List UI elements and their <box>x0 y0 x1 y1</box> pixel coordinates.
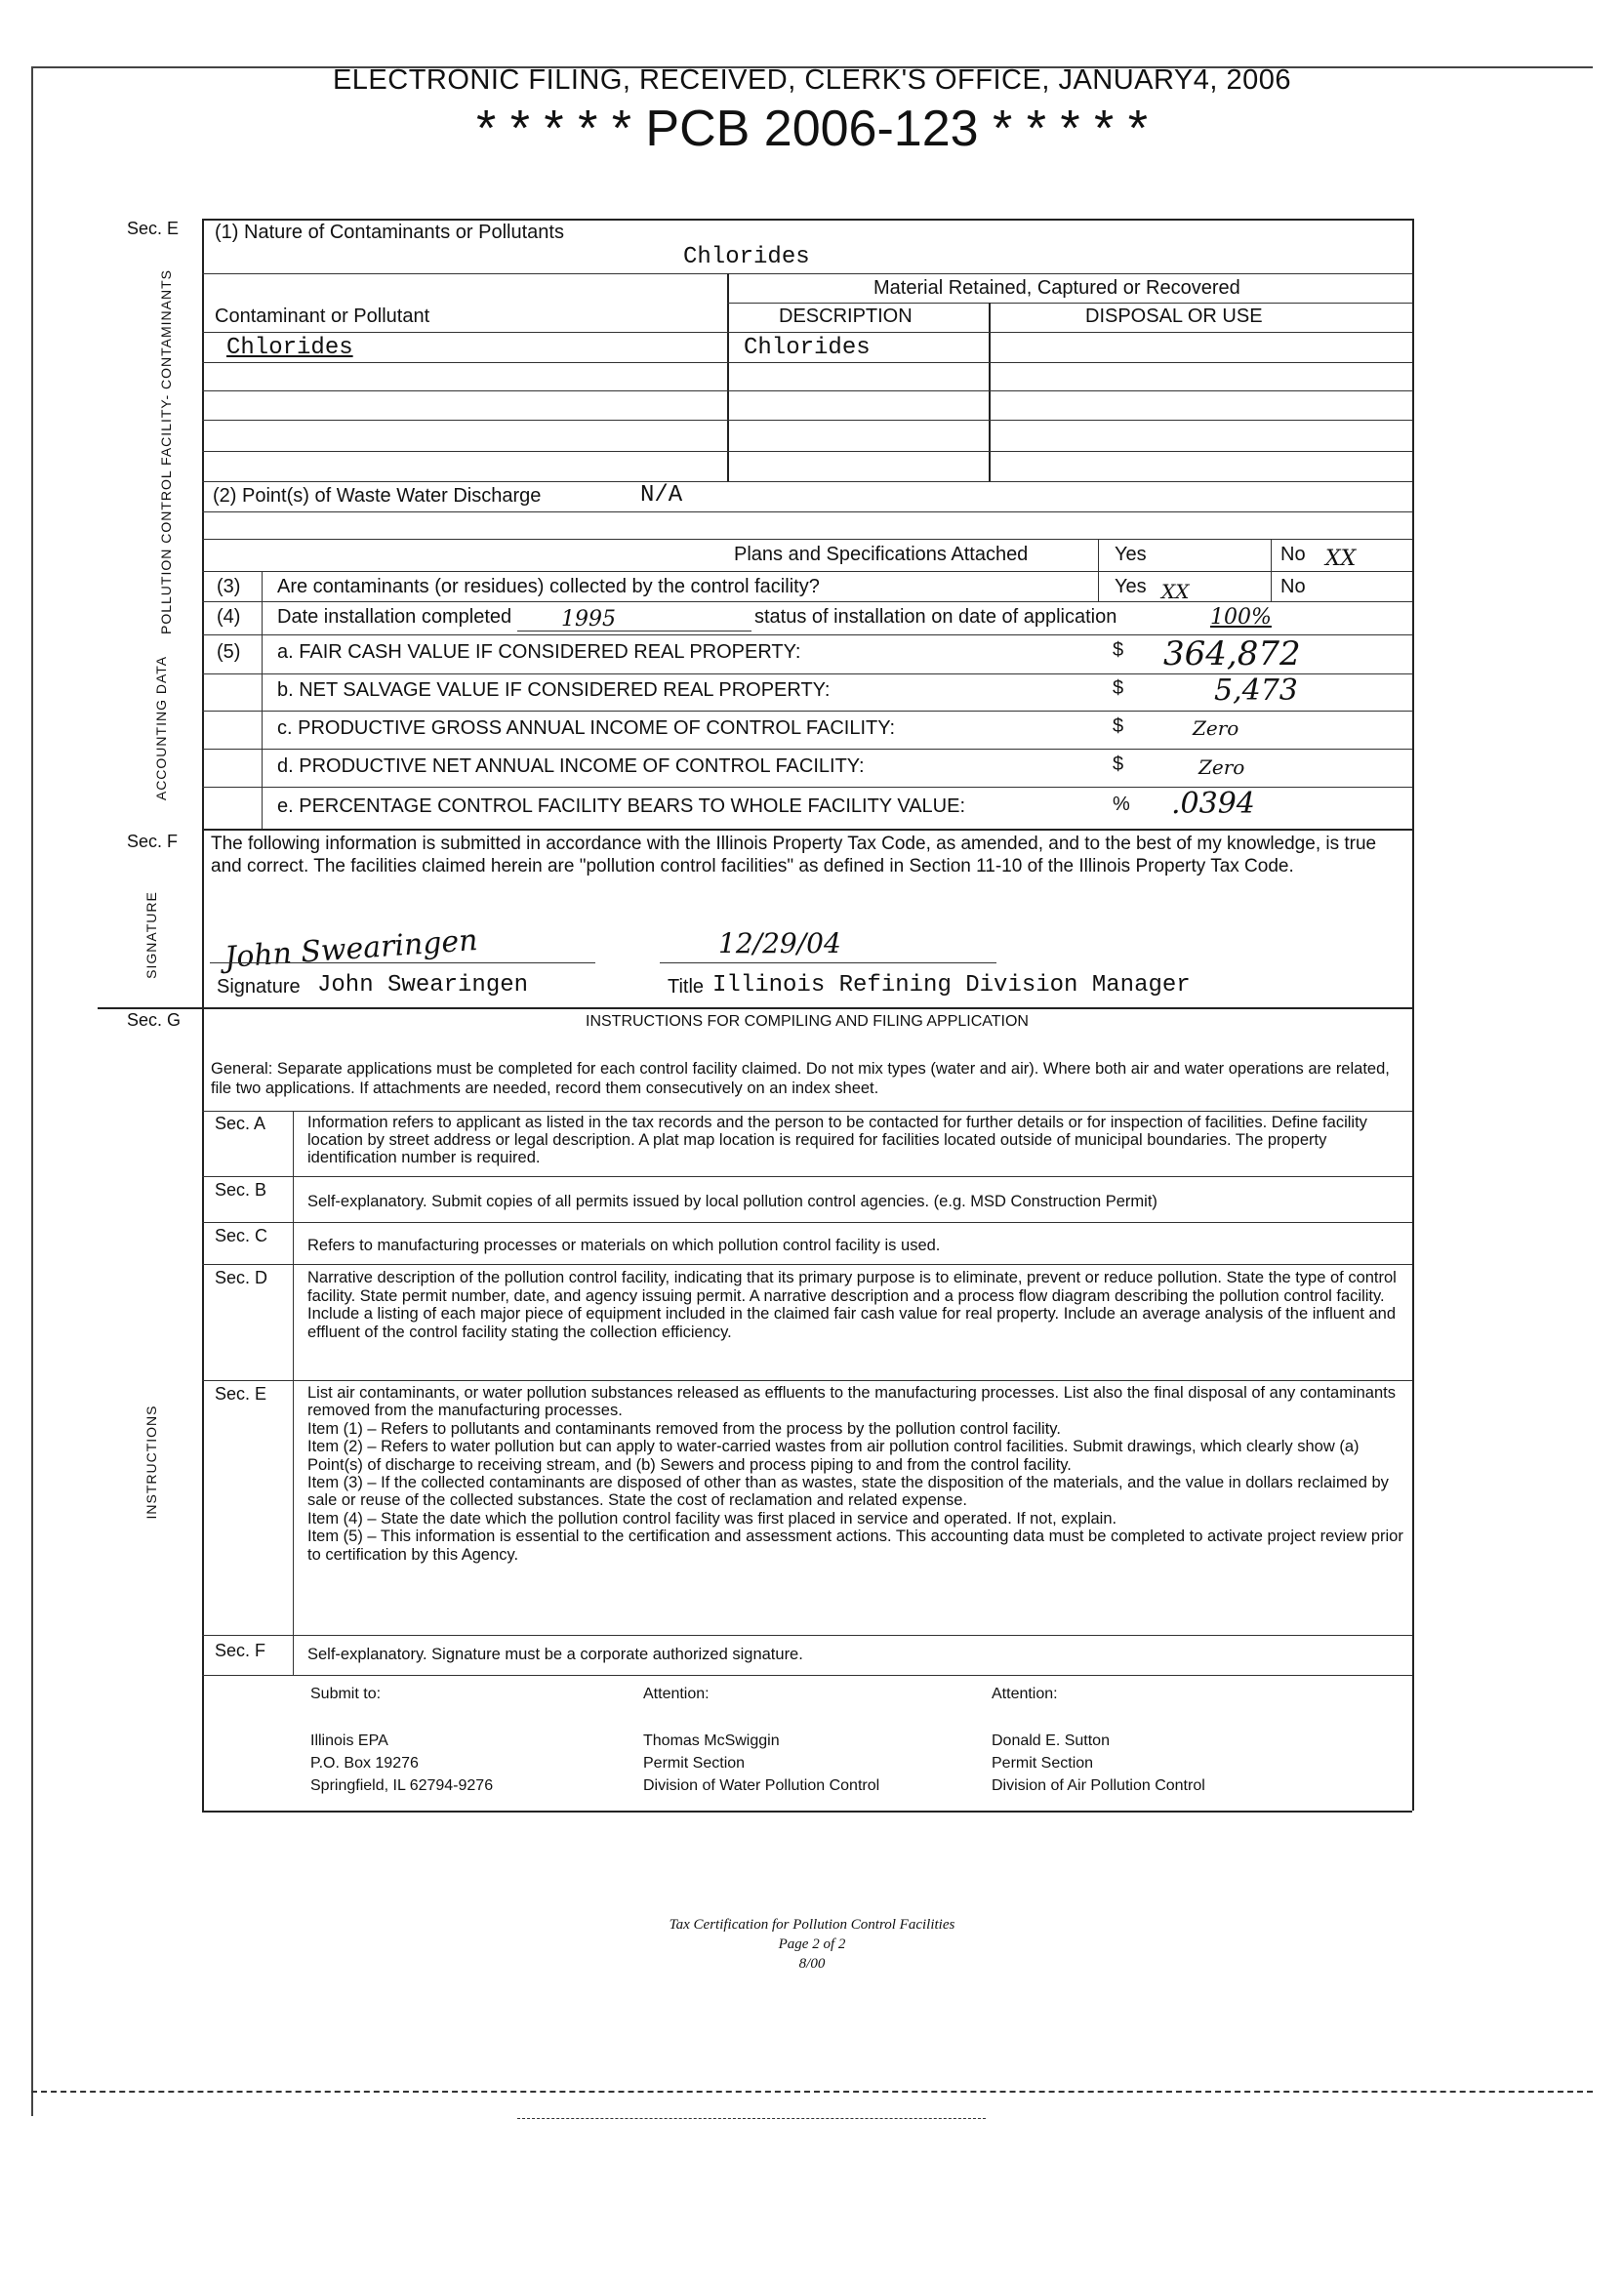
percentage-value: .0394 <box>1171 787 1255 821</box>
percentage-label: e. PERCENTAGE CONTROL FACILITY BEARS TO WHOLE FACILITY VALUE: <box>277 795 965 817</box>
air-contact-address <box>992 1730 1205 1797</box>
address-line: Division of Water Pollution Control <box>643 1777 880 1794</box>
address-line: Thomas McSwiggin <box>643 1732 780 1749</box>
fair-cash-value-label: a. FAIR CASH VALUE IF CONSIDERED REAL PROPERTY: <box>277 641 801 663</box>
instructions-side-label: INSTRUCTIONS <box>143 1405 159 1520</box>
address-line: P.O. Box 19276 <box>310 1755 419 1772</box>
contaminants-side-label: POLLUTION CONTROL FACILITY- CONTAMINANTS <box>158 269 174 634</box>
certification-statement: The following information is submitted in accordance with the Illinois Property Tax Code, as amended, and to the best of my knowledge, is true and correct. The facilities claimed herein are "pollution control facilities" as defined in Section 11-10 of the Illinois Property Tax Code. <box>211 834 1377 876</box>
sec-g-side-label: Sec. G <box>127 1010 182 1030</box>
net-income-unit: $ <box>1113 754 1124 775</box>
instr-sec-d-label: Sec. D <box>215 1268 268 1287</box>
net-income-label: d. PRODUCTIVE NET ANNUAL INCOME OF CONTROL FACILITY: <box>277 755 865 777</box>
address-line: Illinois EPA <box>310 1732 388 1749</box>
general-instructions: General: Separate applications must be completed for each control facility claimed. Do not mix types (water and air). Where both air and water operations are related, file two applications. If attachments are needed, record them consecutively on an index sheet. <box>211 1060 1390 1097</box>
instr-sec-a-text: Information refers to applicant as listed in the tax records and the person to be contacted for further details or for inspection of facilities. Define facility location by street address or legal description. A plat map location is required for facilities located outside of municipal boundaries. The property identification number is required. <box>307 1114 1367 1166</box>
scan-border-top <box>31 66 1593 68</box>
item4-status-label: status of installation on date of application <box>754 606 1117 628</box>
address-line: Permit Section <box>992 1755 1094 1772</box>
fair-cash-value-unit: $ <box>1113 639 1124 661</box>
sec-f-side-label: Sec. F <box>127 832 179 851</box>
item4-label: Date installation completed <box>277 606 512 628</box>
material-retained-header: Material Retained, Captured or Recovered <box>873 277 1240 299</box>
net-salvage-value-label: b. NET SALVAGE VALUE IF CONSIDERED REAL PROPERTY: <box>277 679 831 701</box>
discharge-point-label: (2) Point(s) of Waste Water Discharge <box>213 485 542 507</box>
description-row1-value: Chlorides <box>744 335 871 361</box>
form-footer <box>0 1915 1624 1974</box>
gross-income-unit: $ <box>1113 715 1124 737</box>
percentage-unit: % <box>1113 794 1130 815</box>
instr-sec-d-text: Narrative description of the pollution control facility, indicating that its primary purpose is to eliminate, prevent or reduce pollution. State the type of control facility. State permit number, date, and agency issuing permit. A narrative description and a process flow diagram describing the pollution control facility. Include a listing of each major piece of equipment included in the claimed fair cash value for real property. Include an average analysis of the influent and effluent of the control facility stating the collection efficiency. <box>307 1269 1397 1341</box>
item4-date: 1995 <box>561 607 616 632</box>
signature-label: Signature <box>217 976 301 998</box>
scan-dash-line <box>31 2091 1593 2093</box>
disposal-column-header: DISPOSAL OR USE <box>1085 306 1263 327</box>
water-contact-address <box>643 1730 879 1797</box>
footer-revision: 8/00 <box>798 1956 826 1972</box>
filing-stamp-line: ELECTRONIC FILING, RECEIVED, CLERK'S OFFICE, JANUARY4, 2006 <box>332 64 1292 96</box>
sec-f-side-divider <box>98 1007 202 1009</box>
instr-sec-c-label: Sec. C <box>215 1226 268 1245</box>
pcb-number: * * * * * PCB 2006-123 * * * * * <box>476 101 1148 157</box>
attention-water-label: Attention: <box>643 1686 710 1702</box>
instr-sec-b-text: Self-explanatory. Submit copies of all permits issued by local pollution control agencies. (e.g. MSD Construction Permit) <box>307 1193 1157 1210</box>
nature-of-contaminants-label: (1) Nature of Contaminants or Pollutants <box>215 222 564 243</box>
gross-income-value: Zero <box>1193 716 1239 740</box>
scan-border-left <box>31 66 33 2116</box>
signature-side-label: SIGNATURE <box>143 891 159 979</box>
net-salvage-value-unit: $ <box>1113 677 1124 699</box>
title-value: Illinois Refining Division Manager <box>712 972 1191 998</box>
net-salvage-value: 5,473 <box>1214 673 1298 708</box>
description-column-header: DESCRIPTION <box>779 306 913 327</box>
item3-no-label: No <box>1280 576 1306 597</box>
item3-yes-mark: XX <box>1161 580 1190 603</box>
item3-yes-label: Yes <box>1115 576 1147 597</box>
item5-number: (5) <box>217 641 241 663</box>
contaminant-row1-value: Chlorides <box>226 335 353 361</box>
item3-number: (3) <box>217 576 241 597</box>
instr-sec-c-text: Refers to manufacturing processes or materials on which pollution control facility is used. <box>307 1237 941 1254</box>
accounting-side-label: ACCOUNTING DATA <box>153 655 169 801</box>
footer-title: Tax Certification for Pollution Control Facilities <box>669 1917 955 1933</box>
instr-sec-f-text: Self-explanatory. Signature must be a corporate authorized signature. <box>307 1646 803 1663</box>
address-line: Permit Section <box>643 1755 746 1772</box>
plans-no-label: No <box>1280 544 1306 565</box>
nature-of-contaminants-value: Chlorides <box>683 244 810 270</box>
signature-name: John Swearingen <box>317 972 529 998</box>
address-line: Division of Air Pollution Control <box>992 1777 1205 1794</box>
plans-yes-label: Yes <box>1115 544 1147 565</box>
instr-sec-a-label: Sec. A <box>215 1114 266 1133</box>
item4-number: (4) <box>217 606 241 628</box>
instr-sec-b-label: Sec. B <box>215 1180 267 1200</box>
instr-sec-e-text: List air contaminants, or water pollution substances released as effluents to the manufacturing processes. List also the final disposal of any contaminants removed from the manufacturing processes. Item (1) – Refers to pollutants and contaminants removed from the process by the pollution control facility. Item (2) – Refers to water pollution but can apply to water-carried wastes from air pollution control facilities. Submit drawings, which clearly show (a) Point(s) of discharge to receiving stream, and (b) Sewers and process piping to and from the control facility. Item (3) – If the collected contaminants are disposed of other than as wastes, state the disposition of the materials, and the value in dollars reclaimed by sale or reuse of the collected substances. State the cost of reclamation and related expense. Item (4) – State the date which the pollution control facility was first placed in service and operated. If not, explain. Item (5) – This information is essential to the certification and assessment actions. This accounting data must be completed to activate project review prior to certification by this Agency. <box>307 1384 1403 1564</box>
fair-cash-value: 364,872 <box>1163 634 1301 673</box>
instr-sec-e-label: Sec. E <box>215 1384 267 1404</box>
item3-question: Are contaminants (or residues) collected by the control facility? <box>277 576 820 597</box>
footer-page: Page 2 of 2 <box>778 1936 846 1952</box>
instructions-heading: INSTRUCTIONS FOR COMPILING AND FILING APPLICATION <box>586 1013 1029 1030</box>
submit-to-label: Submit to: <box>310 1686 382 1702</box>
signature-script: John Swearingen <box>223 922 479 976</box>
signature-date: 12/29/04 <box>718 927 841 959</box>
address-line: Springfield, IL 62794-9276 <box>310 1777 494 1794</box>
contaminant-column-header: Contaminant or Pollutant <box>215 306 430 327</box>
plans-specs-label: Plans and Specifications Attached <box>734 544 1029 565</box>
address-line: Donald E. Sutton <box>992 1732 1110 1749</box>
plans-no-mark: XX <box>1325 547 1357 571</box>
title-label: Title <box>668 976 705 998</box>
sec-e-side-label: Sec. E <box>127 219 180 238</box>
item4-status-value: 100% <box>1210 605 1272 630</box>
instr-sec-f-label: Sec. F <box>215 1641 266 1660</box>
attention-air-label: Attention: <box>992 1686 1058 1702</box>
gross-income-label: c. PRODUCTIVE GROSS ANNUAL INCOME OF CONTROL FACILITY: <box>277 717 896 739</box>
discharge-point-value: N/A <box>640 482 683 509</box>
illinois-epa-address <box>310 1730 493 1797</box>
scan-dash-line-short <box>517 2118 986 2119</box>
net-income-value: Zero <box>1198 755 1245 779</box>
